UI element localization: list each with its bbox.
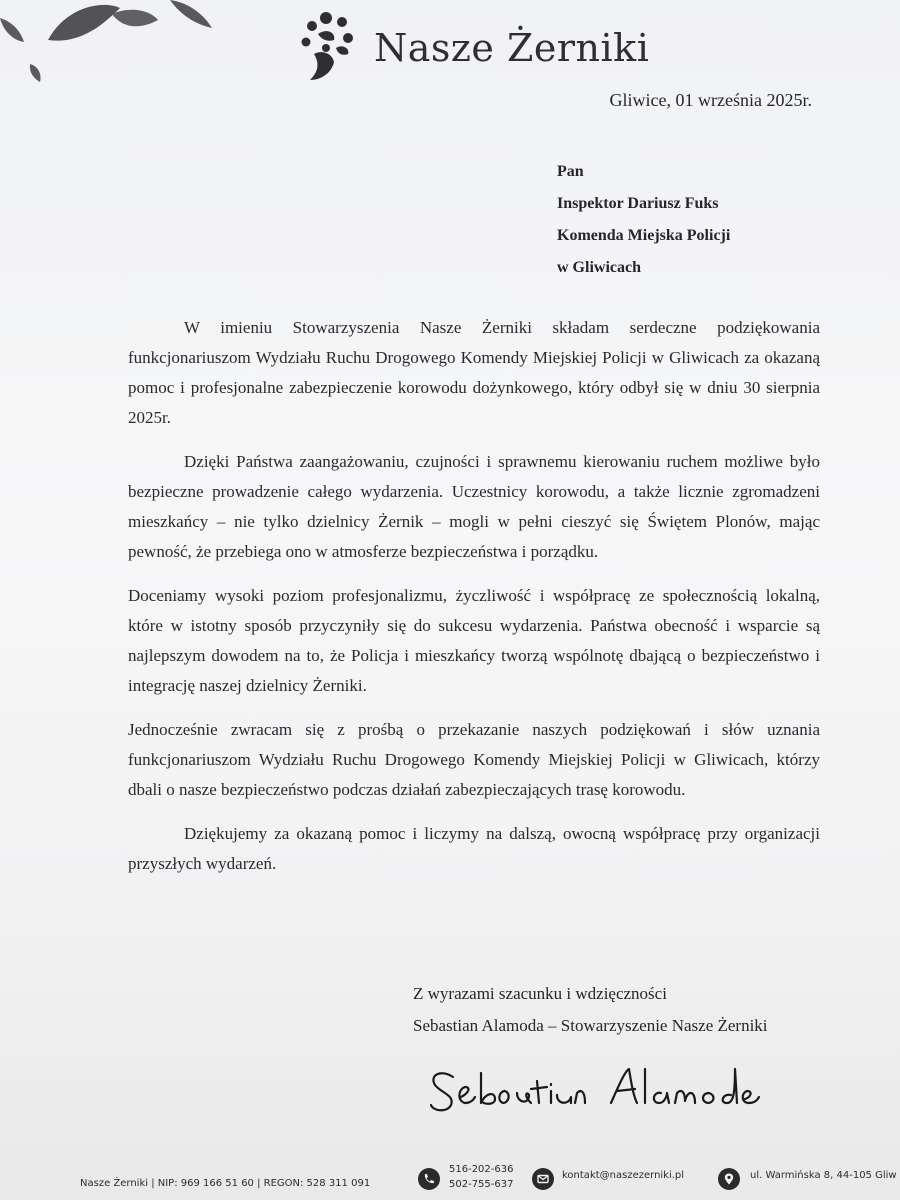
footer-phones [449, 1162, 513, 1192]
sender-line: Sebastian Alamoda – Stowarzyszenie Nasze Żerniki [413, 1016, 768, 1035]
tree-person-icon [296, 10, 360, 82]
recipient-city: w Gliwicach [557, 259, 641, 276]
footer-address: ul. Warmińska 8, 44-105 Gliw [750, 1170, 897, 1181]
paragraph-5: Dziękujemy za okazaną pomoc i liczymy na dalszą, owocną współpracę przy organizacji przyszłych wydarzeń. [128, 824, 820, 873]
closing-phrase: Z wyrazami szacunku i wdzięczności [413, 984, 667, 1003]
mail-icon [532, 1168, 554, 1190]
footer-phone-2: 502-755-637 [449, 1179, 514, 1190]
logo-text: Nasze Żerniki [374, 26, 650, 70]
handwritten-signature [425, 1055, 765, 1130]
closing-block [413, 978, 768, 1042]
recipient-institution: Komenda Miejska Policji [557, 227, 731, 244]
paragraph-4: Jednocześnie zwracam się z prośbą o przekazanie naszych podziękowań i słów uznania funkcjonariuszom Wydziału Ruchu Drogowego Komendy Miejskiej Policji w Gliwicach, którzy dbali o nasze bezpieczeństwo podczas działań zabezpieczających trasę korowodu. [128, 720, 820, 799]
paragraph-3: Doceniamy wysoki poziom profesjonalizmu, życzliwość i współpracę ze społecznością lokalną, które w istotny sposób przyczyniły się do sukcesu wydarzenia. Państwa obecność i wsparcie są najlepszym dowodem na to, że Policja i mieszkańcy tworzą wspólnotę dbającą o bezpieczeństwo i integrację naszej dzielnicy Żerniki. [128, 586, 820, 695]
paragraph-2: Dzięki Państwa zaangażowaniu, czujności i sprawnemu kierowaniu ruchem możliwe było bezpieczne prowadzenie całego wydarzenia. Uczestnicy korowodu, a także licznie zgromadzeni mieszkańcy – nie tylko dzielnicy Żernik – mogli w pełni cieszyć się Świętem Plonów, mając pewność, że przebiega ono w atmosferze bezpieczeństwa i porządku. [128, 452, 820, 561]
decorative-leaves-icon [0, 0, 230, 90]
letter-body [128, 313, 820, 893]
footer [0, 1158, 900, 1200]
recipient-salutation: Pan [557, 163, 584, 180]
date-line: Gliwice, 01 września 2025r. [609, 90, 812, 110]
footer-phone-1: 516-202-636 [449, 1164, 514, 1175]
phone-icon [418, 1168, 440, 1190]
paragraph-1: W imieniu Stowarzyszenia Nasze Żerniki składam serdeczne podziękowania funkcjonariuszom Wydziału Ruchu Drogowego Komendy Miejskiej Policji w Gliwicach za okazaną pomoc i profesjonalne zabezpieczenie korowodu dożynkowego, który odbył się w dniu 30 sierpnia 2025r. [128, 318, 820, 427]
footer-company-info: Nasze Żerniki | NIP: 969 166 51 60 | REGON: 528 311 091 [80, 1178, 371, 1189]
footer-email: kontakt@naszezerniki.pl [562, 1170, 685, 1181]
recipient-name: Inspektor Dariusz Fuks [557, 195, 719, 212]
location-pin-icon [718, 1168, 740, 1190]
logo [296, 10, 656, 85]
recipient-block [557, 156, 730, 284]
